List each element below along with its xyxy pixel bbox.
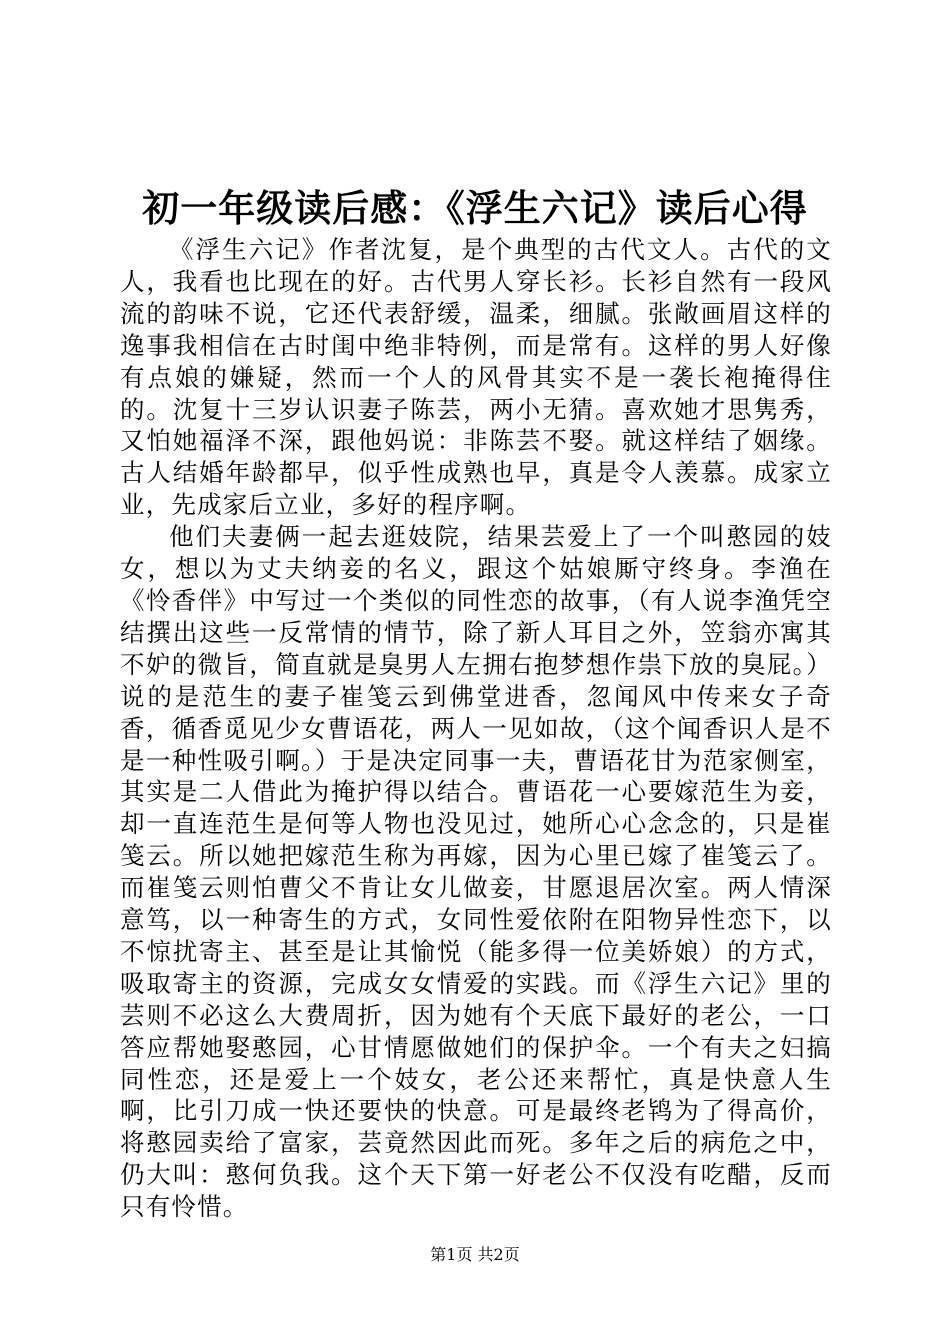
- paragraph: 他们夫妻俩一起去逛妓院，结果芸爱上了一个叫憨园的妓女，想以为丈夫纳妾的名义，跟这个姑娘厮守终身。李渔在《怜香伴》中写过一个类似的同性恋的故事，（有人说李渔凭空结撰出这些一反常情的情节，除了新人耳目之外，笠翁亦寓其不妒的微旨，简直就是臭男人左拥右抱梦想作祟下放的臭屁。）说的是范生的妻子崔笺云到佛堂进香，忽闻风中传来女子奇香，循香觅见少女曹语花，两人一见如故，（这个闻香识人是不是一种性吸引啊。）于是决定同事一夫，曹语花甘为范家侧室，其实是二人借此为掩护得以结合。曹语花一心要嫁范生为妾，却一直连范生是何等人物也没见过，她所心心念念的，只是崔笺云。所以她把嫁范生称为再嫁，因为心里已嫁了崔笺云了。而崔笺云则怕曹父不肯让女儿做妾，甘愿退居次室。两人情深意笃，以一种寄生的方式，女同性爱依附在阳物异性恋下，以不惊扰寄主、甚至是让其愉悦（能多得一位美娇娘）的方式，吸取寄主的资源，完成女女情爱的实践。而《浮生六记》里的芸则不必这么大费周折，因为她有个天底下最好的老公，一口答应帮她娶憨园，心甘情愿做她们的保护伞。一个有夫之妇搞同性恋，还是爱上一个妓女，老公还来帮忙，真是快意人生啊，比引刀成一快还要快的快意。可是最终老鸨为了得高价，将憨园卖给了富家，芸竟然因此而死。多年之后的病危之中，仍大叫：憨何负我。这个天下第一好老公不仅没有吃醋，反而只有怜惜。: [120, 522, 832, 1222]
- document-body: [120, 234, 832, 1223]
- paragraph: 《浮生六记》作者沈复，是个典型的古代文人。古代的文人，我看也比现在的好。古代男人穿长衫。长衫自然有一段风流的韵味不说，它还代表舒缓，温柔，细腻。张敞画眉这样的逸事我相信在古时闺中绝非特例，而是常有。这样的男人好像有点娘的嫌疑，然而一个人的风骨其实不是一袭长袍掩得住的。沈复十三岁认识妻子陈芸，两小无猜。喜欢她才思隽秀，又怕她福泽不深，跟他妈说：非陈芸不娶。就这样结了姻缘。古人结婚年龄都早，似乎性成熟也早，真是令人羡慕。成家立业，先成家后立业，多好的程序啊。: [120, 235, 832, 520]
- page-number-footer: 第1页 共2页: [430, 1245, 520, 1264]
- document-title: 初一年级读后感：《浮生六记》读后心得: [142, 187, 808, 230]
